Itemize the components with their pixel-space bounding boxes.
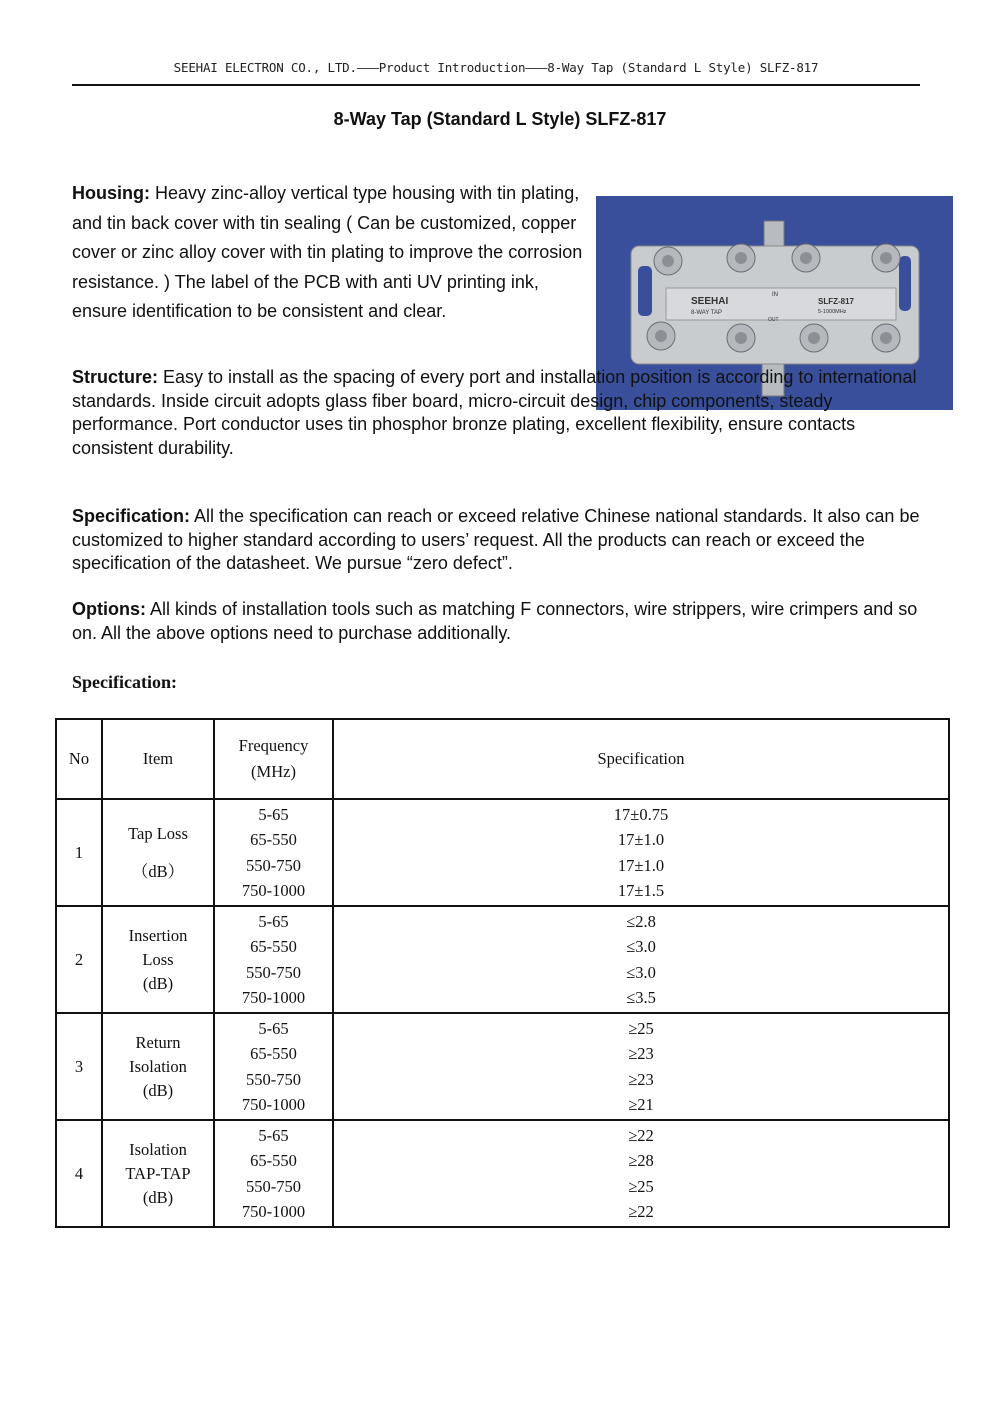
- photo-brand-text: SEEHAI: [691, 296, 729, 307]
- spec-cell: ≤3.5: [626, 988, 656, 1007]
- item-line: (dB): [142, 1187, 174, 1207]
- housing-label: Housing:: [72, 183, 150, 203]
- spec-cell: ≤3.0: [626, 962, 656, 982]
- item-line: （dB）: [131, 861, 185, 881]
- row-specs: [333, 1013, 949, 1120]
- spec-cell: 17±1.5: [617, 881, 665, 900]
- housing-paragraph: [72, 179, 587, 327]
- spec-cell: ≥23: [628, 1069, 654, 1089]
- spec-cell: 17±1.0: [617, 855, 665, 875]
- table-row: [56, 1013, 949, 1120]
- freq-cell: 5-65: [258, 1018, 289, 1038]
- housing-text: Heavy zinc-alloy vertical type housing with tin plating, and tin back cover with tin sealing ( Can be customized, copper cover or zinc alloy cover with tin plating to improve the corrosion resistance. ) The label of the PCB with anti UV printing ink, ensure identification to be consistent and clear.: [72, 183, 583, 321]
- item-line: Tap Loss: [128, 823, 188, 843]
- freq-cell: 65-550: [250, 937, 297, 956]
- freq-cell: 65-550: [250, 1151, 297, 1170]
- row-frequencies: [214, 799, 333, 906]
- table-row: [56, 1120, 949, 1227]
- item-line: (dB): [142, 1080, 174, 1100]
- header-specification: Specification: [333, 719, 949, 799]
- row-item: [102, 906, 214, 1013]
- item-line: Return: [135, 1032, 181, 1052]
- row-frequencies: [214, 906, 333, 1013]
- svg-text:OUT: OUT: [768, 317, 779, 323]
- header-no: No: [56, 719, 102, 799]
- row-specs: [333, 1120, 949, 1227]
- row-specs: [333, 906, 949, 1013]
- freq-cell: 5-65: [258, 804, 289, 824]
- header-frequency: [214, 719, 333, 799]
- running-header: SEEHAI ELECTRON CO., LTD.———Product Introduction———8-Way Tap (Standard L Style) SLFZ-817: [173, 60, 819, 75]
- svg-text:8-WAY TAP: 8-WAY TAP: [691, 310, 723, 316]
- row-specs: [333, 799, 949, 906]
- structure-label: Structure:: [72, 367, 159, 387]
- specification-paragraph: [72, 505, 932, 576]
- row-item: [102, 1120, 214, 1227]
- row-no: 4: [56, 1120, 102, 1227]
- spec-cell: ≤2.8: [626, 911, 656, 931]
- freq-cell: 65-550: [250, 1044, 297, 1063]
- spec-cell: ≥28: [628, 1151, 654, 1170]
- header-frequency-line2: (MHz): [251, 762, 296, 781]
- freq-cell: 5-65: [258, 1125, 289, 1145]
- spec-cell: ≤3.0: [626, 937, 656, 956]
- header-divider: [72, 84, 920, 86]
- item-line: Isolation: [129, 1139, 187, 1159]
- structure-paragraph: [72, 366, 932, 460]
- spec-cell: 17±1.0: [617, 830, 665, 849]
- row-item: [102, 799, 214, 906]
- structure-text: Easy to install as the spacing of every port and installation position is according to international standards. Inside circuit adopts glass fiber board, micro-circuit design, chip components, steady performance. Port conductor uses tin phosphor bronze plating, excellent flexibility, ensure contacts consistent durability.: [72, 367, 917, 458]
- spec-cell: ≥25: [628, 1018, 654, 1038]
- freq-cell: 750-1000: [241, 988, 306, 1007]
- options-text: All kinds of installation tools such as matching F connectors, wire strippers, wire crimpers and so on. All the above options need to purchase additionally.: [72, 599, 918, 643]
- item-line: Insertion: [128, 925, 188, 945]
- table-row: [56, 799, 949, 906]
- specification-text: All the specification can reach or exceed relative Chinese national standards. It also can be customized to higher standard according to users’ request. All the products can reach or exceed the specification of the datasheet. We pursue “zero defect”.: [72, 506, 920, 573]
- row-no: 3: [56, 1013, 102, 1120]
- spec-cell: ≥22: [628, 1202, 654, 1221]
- options-label: Options:: [72, 599, 146, 619]
- freq-cell: 550-750: [246, 962, 301, 982]
- item-line: Loss: [142, 949, 174, 969]
- freq-cell: 750-1000: [241, 1202, 306, 1221]
- specification-label: Specification:: [72, 506, 191, 526]
- header-frequency-line1: Frequency: [238, 736, 309, 755]
- row-frequencies: [214, 1013, 333, 1120]
- freq-cell: 550-750: [246, 1069, 301, 1089]
- row-no: 2: [56, 906, 102, 1013]
- svg-text:5-1000MHz: 5-1000MHz: [818, 309, 847, 315]
- page-title: 8-Way Tap (Standard L Style) SLFZ-817: [333, 109, 667, 129]
- spec-cell: 17±0.75: [613, 804, 669, 824]
- spec-cell: ≥25: [628, 1176, 654, 1196]
- row-frequencies: [214, 1120, 333, 1227]
- freq-cell: 550-750: [246, 1176, 301, 1196]
- spec-cell: ≥22: [628, 1125, 654, 1145]
- table-header-row: [56, 719, 949, 799]
- freq-cell: 65-550: [250, 830, 297, 849]
- svg-text:SLFZ-817: SLFZ-817: [818, 297, 855, 306]
- item-line: (dB): [142, 973, 174, 993]
- options-paragraph: [72, 598, 932, 645]
- row-item: [102, 1013, 214, 1120]
- spec-cell: ≥23: [628, 1044, 654, 1063]
- freq-cell: 5-65: [258, 911, 289, 931]
- freq-cell: 750-1000: [241, 1095, 306, 1114]
- header-item: Item: [102, 719, 214, 799]
- spec-table-heading: Specification:: [72, 672, 177, 692]
- item-line: TAP-TAP: [125, 1163, 191, 1183]
- svg-text:IN: IN: [772, 292, 778, 298]
- freq-cell: 750-1000: [241, 881, 306, 900]
- freq-cell: 550-750: [246, 855, 301, 875]
- item-line: Isolation: [129, 1056, 187, 1076]
- row-no: 1: [56, 799, 102, 906]
- spec-cell: ≥21: [628, 1095, 654, 1114]
- specification-table: [55, 718, 950, 1228]
- table-row: [56, 906, 949, 1013]
